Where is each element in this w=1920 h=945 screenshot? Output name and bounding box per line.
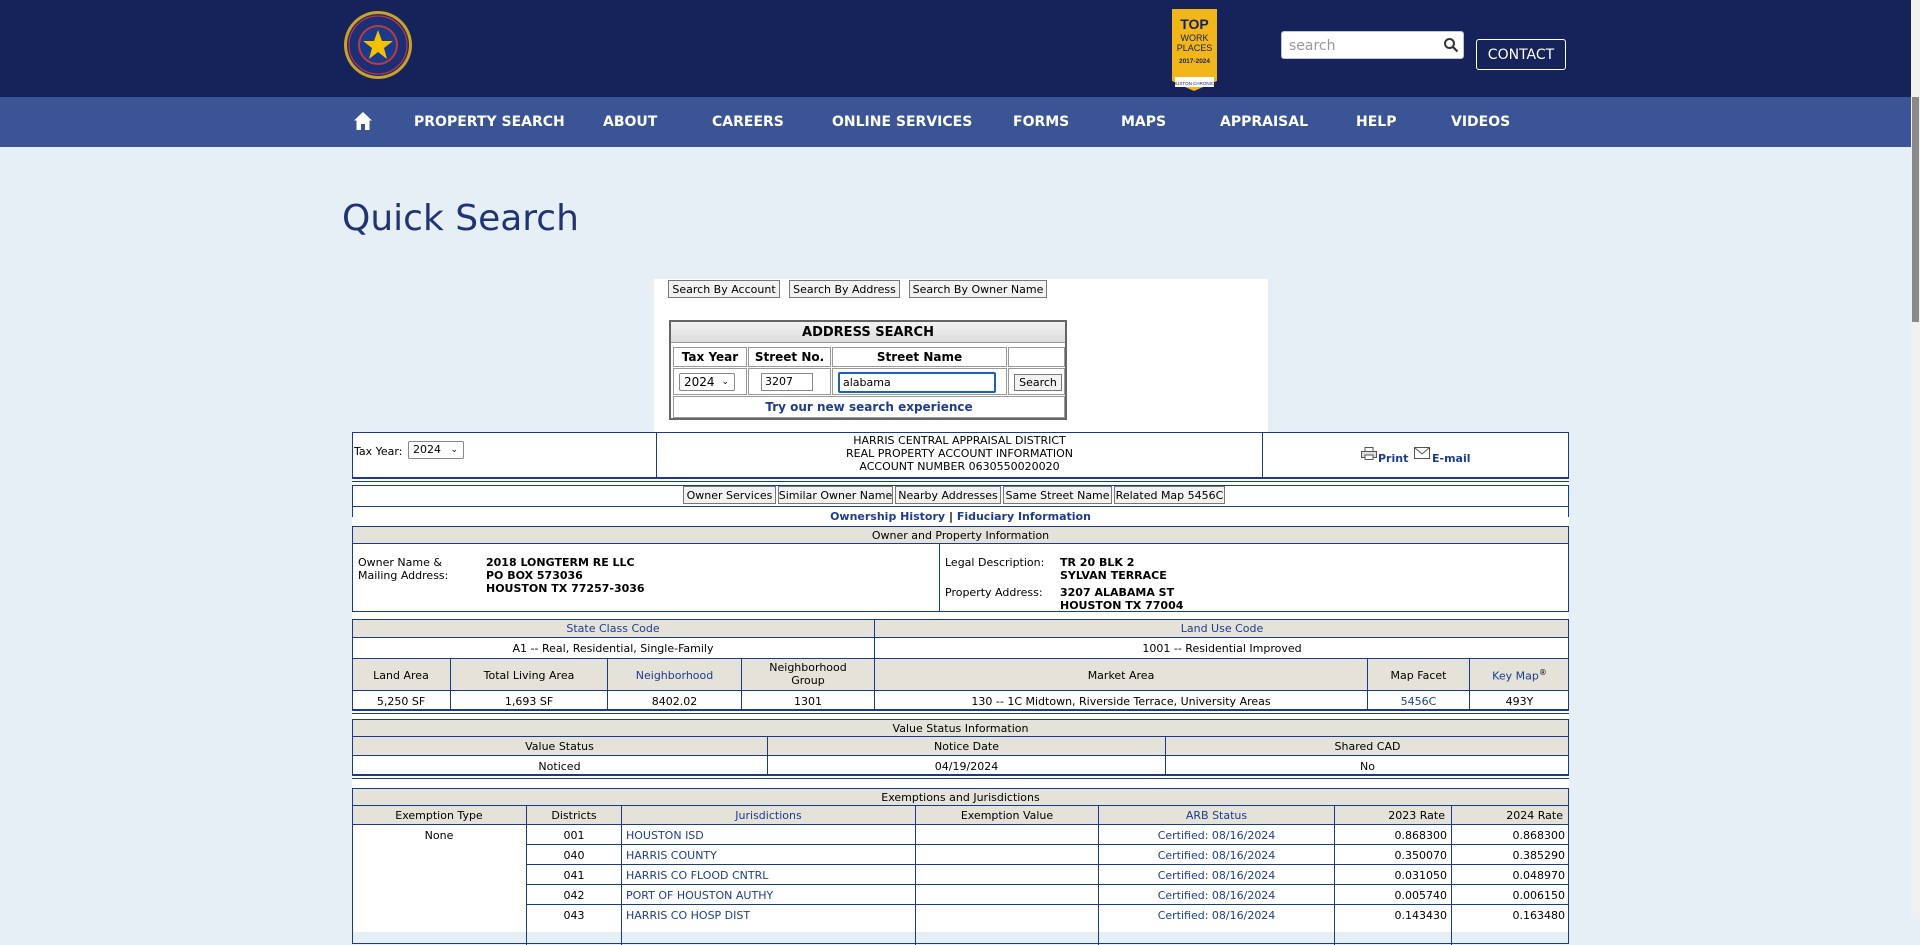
history-links: [352, 510, 1569, 523]
nav-help[interactable]: HELP: [1356, 114, 1397, 130]
tax-year-header: Tax Year: [681, 350, 739, 364]
arb-status-value: Certified: 08/16/2024: [1157, 849, 1276, 862]
divider: [526, 904, 1569, 905]
arb-status-value: Certified: 08/16/2024: [1157, 869, 1276, 882]
page-scrollbar[interactable]: [1911, 0, 1920, 919]
account-tax-year-value: 2024: [413, 443, 441, 456]
tax-year-select[interactable]: [679, 373, 735, 391]
tax-year-value: 2024: [684, 375, 715, 389]
divider: [352, 709, 1569, 714]
account-number: ACCOUNT NUMBER 0630550020020: [859, 460, 1060, 473]
search-by-address-button[interactable]: Search By Address: [789, 280, 900, 298]
rate-2023-header: 2023 Rate: [1388, 809, 1445, 822]
divider: [915, 805, 916, 945]
key-map-value: 493Y: [1505, 695, 1534, 708]
email-link[interactable]: E-mail: [1432, 452, 1471, 465]
top-header: [0, 0, 1920, 97]
street-no-header: Street No.: [754, 350, 825, 364]
same-street-name-button[interactable]: Same Street Name: [1003, 486, 1112, 504]
new-search-experience-link[interactable]: Try our new search experience: [765, 400, 973, 414]
jurisdiction-link[interactable]: HOUSTON ISD: [626, 829, 704, 842]
exemptions-title: Exemptions and Jurisdictions: [881, 791, 1040, 804]
living-area-header: Total Living Area: [483, 669, 575, 682]
street-no-input[interactable]: 3207: [761, 373, 813, 391]
email-icon[interactable]: [1414, 447, 1430, 459]
print-link[interactable]: Print: [1378, 452, 1409, 465]
legal-description-label: Legal Description:: [945, 556, 1045, 569]
rate-2024-header: 2024 Rate: [1506, 809, 1563, 822]
property-address-2: HOUSTON TX 77004: [1060, 599, 1184, 612]
property-address-label: Property Address:: [945, 586, 1043, 599]
district-code: 001: [563, 829, 585, 842]
jurisdiction-link[interactable]: HARRIS COUNTY: [626, 849, 717, 862]
neighborhood-group-header-2: Group: [791, 674, 825, 687]
owner-section-title: Owner and Property Information: [871, 529, 1050, 542]
legal-description-1: TR 20 BLK 2: [1060, 556, 1135, 569]
rate-2024-value: 0.163480: [1512, 909, 1565, 922]
rate-2024-value: 0.006150: [1512, 889, 1565, 902]
land-use-code-link[interactable]: Land Use Code: [1180, 622, 1264, 635]
account-result: [352, 432, 1569, 932]
svg-text:WORK: WORK: [1180, 33, 1209, 43]
jurisdiction-link[interactable]: HARRIS CO HOSP DIST: [626, 909, 751, 922]
land-area-value: 5,250 SF: [376, 695, 426, 708]
divider: [1262, 432, 1263, 478]
owner-label-2: Mailing Address:: [358, 569, 449, 582]
divider: [352, 477, 1569, 482]
owner-name: 2018 LONGTERM RE LLC: [486, 556, 635, 569]
exemption-type-header: Exemption Type: [395, 809, 483, 822]
market-area-value: 130 -- 1C Midtown, Riverside Terrace, University Areas: [971, 695, 1271, 708]
key-map-header: [1470, 668, 1569, 683]
exemption-value-header: Exemption Value: [960, 809, 1054, 822]
land-use-value: 1001 -- Residential Improved: [1142, 642, 1302, 655]
search-by-owner-button[interactable]: Search By Owner Name: [909, 280, 1047, 298]
rate-2024-value: 0.048970: [1512, 869, 1565, 882]
districts-header: Districts: [551, 809, 597, 822]
rate-2024-value: 0.868300: [1512, 829, 1565, 842]
property-address-1: 3207 ALABAMA ST: [1060, 586, 1175, 599]
jurisdiction-link[interactable]: PORT OF HOUSTON AUTHY: [626, 889, 774, 902]
nav-forms[interactable]: FORMS: [1013, 114, 1070, 130]
rate-2023-value: 0.005740: [1394, 889, 1447, 902]
neighborhood-link[interactable]: Neighborhood: [635, 669, 714, 682]
hcad-seal-logo[interactable]: [343, 10, 413, 80]
svg-text:HOUSTON CHRONICLE: HOUSTON CHRONICLE: [1169, 81, 1220, 86]
rate-2024-value: 0.385290: [1512, 849, 1565, 862]
account-tax-year-select[interactable]: [408, 441, 464, 459]
notice-date-header: Notice Date: [934, 740, 999, 753]
jurisdictions-link[interactable]: Jurisdictions: [735, 809, 802, 822]
living-area-value: 1,693 SF: [504, 695, 554, 708]
district-code: 040: [563, 849, 585, 862]
value-status-title: Value Status Information: [892, 722, 1029, 735]
address-search-title: ADDRESS SEARCH: [671, 322, 1065, 343]
state-class-value: A1 -- Real, Residential, Single-Family: [512, 642, 714, 655]
street-name-header: Street Name: [876, 350, 963, 364]
arb-status-value: Certified: 08/16/2024: [1157, 829, 1276, 842]
neighborhood-group-value: 1301: [794, 695, 822, 708]
top-workplaces-badge: [1169, 9, 1220, 91]
state-class-code-link[interactable]: State Class Code: [566, 622, 660, 635]
chevron-down-icon: ⌄: [450, 445, 458, 455]
nav-videos[interactable]: VIDEOS: [1451, 114, 1511, 130]
divider: [526, 884, 1569, 885]
arb-status-value: Certified: 08/16/2024: [1157, 909, 1276, 922]
address-search-form: [669, 320, 1067, 420]
rate-2023-value: 0.868300: [1394, 829, 1447, 842]
main-nav: [0, 97, 1920, 147]
owner-services-button[interactable]: Owner Services: [683, 486, 776, 504]
notice-date-value: 04/19/2024: [934, 760, 999, 773]
legal-description-2: SYLVAN TERRACE: [1060, 569, 1167, 582]
svg-text:2017-2024: 2017-2024: [1178, 58, 1211, 65]
account-title-line-2: REAL PROPERTY ACCOUNT INFORMATION: [846, 447, 1073, 460]
street-name-input[interactable]: alabama: [838, 372, 996, 393]
owner-address-1: PO BOX 573036: [486, 569, 583, 582]
related-map-button[interactable]: Related Map 5456C: [1114, 486, 1225, 504]
district-code: 041: [563, 869, 585, 882]
neighborhood-group-header-1: Neighborhood: [769, 661, 847, 674]
home-icon[interactable]: [353, 111, 373, 131]
key-map-link[interactable]: Key Map: [1492, 669, 1539, 683]
value-status-header: Value Status: [525, 740, 594, 753]
similar-owner-name-button[interactable]: Similar Owner Name: [778, 486, 893, 504]
shared-cad-header: Shared CAD: [1334, 740, 1401, 753]
market-area-header: Market Area: [1087, 669, 1155, 682]
value-status-value: Noticed: [538, 760, 581, 773]
search-icon[interactable]: [1443, 37, 1459, 53]
district-code: 042: [563, 889, 585, 902]
site-search-input[interactable]: [1287, 36, 1437, 56]
divider: [621, 805, 622, 945]
rate-2023-value: 0.031050: [1394, 869, 1447, 882]
rate-2023-value: 0.143430: [1394, 909, 1447, 922]
divider: [352, 506, 1569, 507]
search-by-account-button[interactable]: Search By Account: [668, 280, 780, 298]
registered-mark: ®: [1538, 668, 1547, 677]
printer-icon[interactable]: [1361, 447, 1377, 460]
divider: [352, 774, 1569, 779]
district-code: 043: [563, 909, 585, 922]
ownership-history-link[interactable]: Ownership History: [830, 510, 946, 523]
cell: [1008, 347, 1065, 367]
account-title-line-1: HARRIS CENTRAL APPRAISAL DISTRICT: [853, 434, 1066, 447]
nav-appraisal[interactable]: APPRAISAL: [1220, 114, 1309, 130]
exemption-type-value: None: [424, 829, 454, 842]
fiduciary-information-link[interactable]: Fiduciary Information: [956, 510, 1091, 523]
neighborhood-value: 8402.02: [651, 695, 698, 708]
nav-property-search[interactable]: PROPERTY SEARCH: [414, 114, 565, 130]
divider: [526, 864, 1569, 865]
shared-cad-value: No: [1360, 760, 1375, 773]
nav-about[interactable]: ABOUT: [603, 114, 658, 130]
map-facet-header: Map Facet: [1390, 669, 1447, 682]
arb-status-link[interactable]: ARB Status: [1185, 809, 1248, 822]
svg-text:PLACES: PLACES: [1176, 43, 1213, 53]
nav-careers[interactable]: CAREERS: [712, 114, 784, 130]
divider: [526, 844, 1569, 845]
rate-2023-value: 0.350070: [1394, 849, 1447, 862]
owner-label-1: Owner Name &: [358, 556, 442, 569]
chevron-down-icon: ⌄: [721, 377, 729, 387]
link-separator: |: [948, 510, 953, 523]
address-search-button[interactable]: Search: [1014, 374, 1062, 391]
map-facet-link[interactable]: 5456C: [1400, 695, 1437, 708]
land-area-header: Land Area: [373, 669, 429, 682]
contact-button[interactable]: CONTACT: [1476, 39, 1566, 70]
nearby-addresses-button[interactable]: Nearby Addresses: [895, 486, 1001, 504]
arb-status-value: Certified: 08/16/2024: [1157, 889, 1276, 902]
nav-online-services[interactable]: ONLINE SERVICES: [832, 114, 973, 130]
tax-year-label: Tax Year:: [354, 445, 403, 458]
site-search[interactable]: [1281, 31, 1464, 59]
divider: [939, 543, 940, 612]
svg-text:TOP: TOP: [1180, 16, 1209, 32]
nav-maps[interactable]: MAPS: [1121, 114, 1167, 130]
scrollbar-thumb[interactable]: [1912, 97, 1919, 322]
owner-address-2: HOUSTON TX 77257-3036: [486, 582, 645, 595]
jurisdiction-link[interactable]: HARRIS CO FLOOD CNTRL: [626, 869, 769, 882]
page-title: Quick Search: [342, 198, 579, 239]
